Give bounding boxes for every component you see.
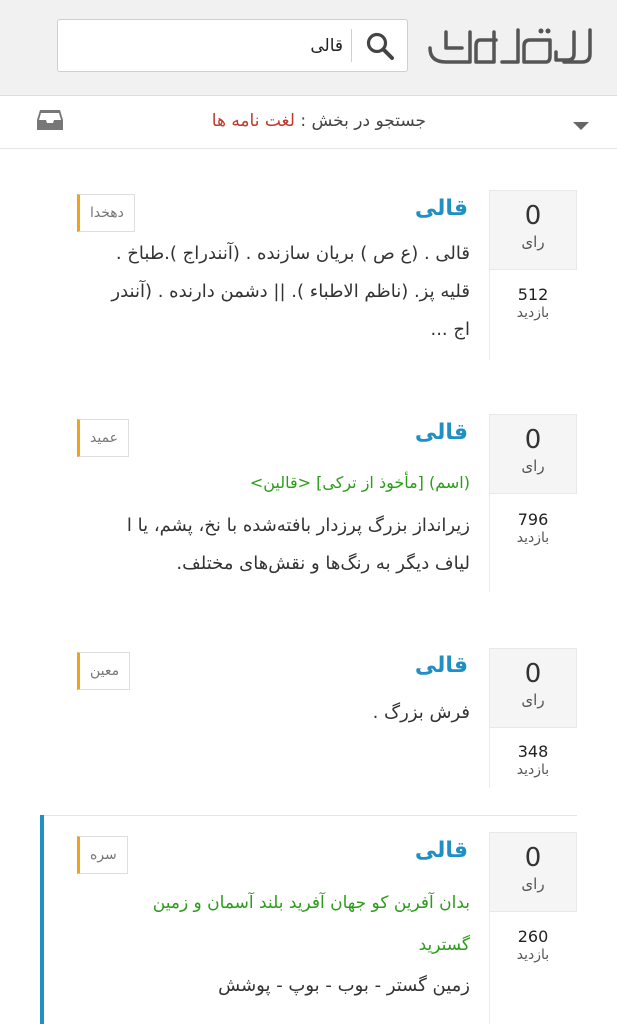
poem-line: بدان آفرین کو جهان آفرید بلند آسمان و زمین xyxy=(152,893,470,913)
top-bar xyxy=(0,0,617,96)
word-title[interactable]: قالی xyxy=(414,420,468,445)
vote-label: رای xyxy=(521,233,545,251)
site-logo[interactable] xyxy=(424,22,594,72)
definition-text xyxy=(70,694,470,732)
source-tag[interactable]: دهخدا xyxy=(77,194,135,232)
etymology-text: (اسم) [مأخوذ از ترکی] <قالین> xyxy=(249,473,470,492)
views-label: بازدید xyxy=(516,762,550,778)
vote-label: رای xyxy=(521,875,545,893)
source-tag[interactable]: سره xyxy=(77,836,128,874)
section-bar xyxy=(0,96,617,149)
text-line: زیرانداز بزرگ پرزدار بافته‌شده با نخ، پشم، یا ا xyxy=(126,515,470,536)
source-tag[interactable]: عمید xyxy=(77,419,129,457)
views-box xyxy=(489,742,577,778)
section-link[interactable]: لغت نامه ها xyxy=(211,111,295,131)
search-box xyxy=(57,19,408,72)
source-tag[interactable]: معین xyxy=(77,652,130,690)
text-line: قالی . (ع ص ) بریان سازنده . (آنندراج ).طباخ . xyxy=(115,243,470,264)
vote-box[interactable] xyxy=(489,832,577,912)
vote-count: 0 xyxy=(524,201,542,231)
views-box xyxy=(489,285,577,321)
views-label: بازدید xyxy=(516,305,550,321)
vote-label: رای xyxy=(521,457,545,475)
inbox-icon[interactable] xyxy=(36,108,64,132)
vote-box[interactable] xyxy=(489,648,577,728)
section-selector-label[interactable] xyxy=(120,111,426,131)
views-count: 796 xyxy=(517,510,549,529)
views-box xyxy=(489,510,577,546)
views-count: 348 xyxy=(517,742,549,761)
search-divider xyxy=(351,29,352,62)
text-line: اج ... xyxy=(430,319,470,340)
views-label: بازدید xyxy=(516,947,550,963)
section-prefix: جستجو در بخش : xyxy=(294,111,426,131)
views-label: بازدید xyxy=(516,530,550,546)
word-title[interactable]: قالی xyxy=(414,653,468,678)
vote-box[interactable] xyxy=(489,414,577,494)
views-count: 260 xyxy=(517,927,549,946)
poem-text xyxy=(70,882,470,966)
views-box xyxy=(489,927,577,963)
word-title[interactable]: قالی xyxy=(414,196,468,221)
poem-line: گسترید xyxy=(418,935,470,955)
separator xyxy=(44,815,577,816)
vote-box[interactable] xyxy=(489,190,577,270)
text-line: قلیه پز. (ناظم الاطباء ). || دشمن دارنده . (آنندر xyxy=(111,281,470,302)
word-title[interactable]: قالی xyxy=(414,838,468,863)
active-indicator xyxy=(40,815,44,1024)
vote-count: 0 xyxy=(524,425,542,455)
views-count: 512 xyxy=(517,285,549,304)
definition-text xyxy=(70,967,470,1005)
text-line: فرش بزرگ . xyxy=(372,702,470,723)
search-input[interactable] xyxy=(73,29,343,62)
vote-count: 0 xyxy=(524,843,542,873)
text-line: زمین گستر - بوب - بوپ - پوشش xyxy=(218,975,470,996)
caret-down-icon[interactable] xyxy=(573,122,589,130)
definition-text xyxy=(70,235,470,349)
search-icon[interactable] xyxy=(353,20,407,71)
text-line: لیاف دیگر به رنگ‌ها و نقش‌های مختلف. xyxy=(176,553,470,574)
vote-label: رای xyxy=(521,691,545,709)
definition-text xyxy=(70,507,470,583)
vote-count: 0 xyxy=(524,659,542,689)
